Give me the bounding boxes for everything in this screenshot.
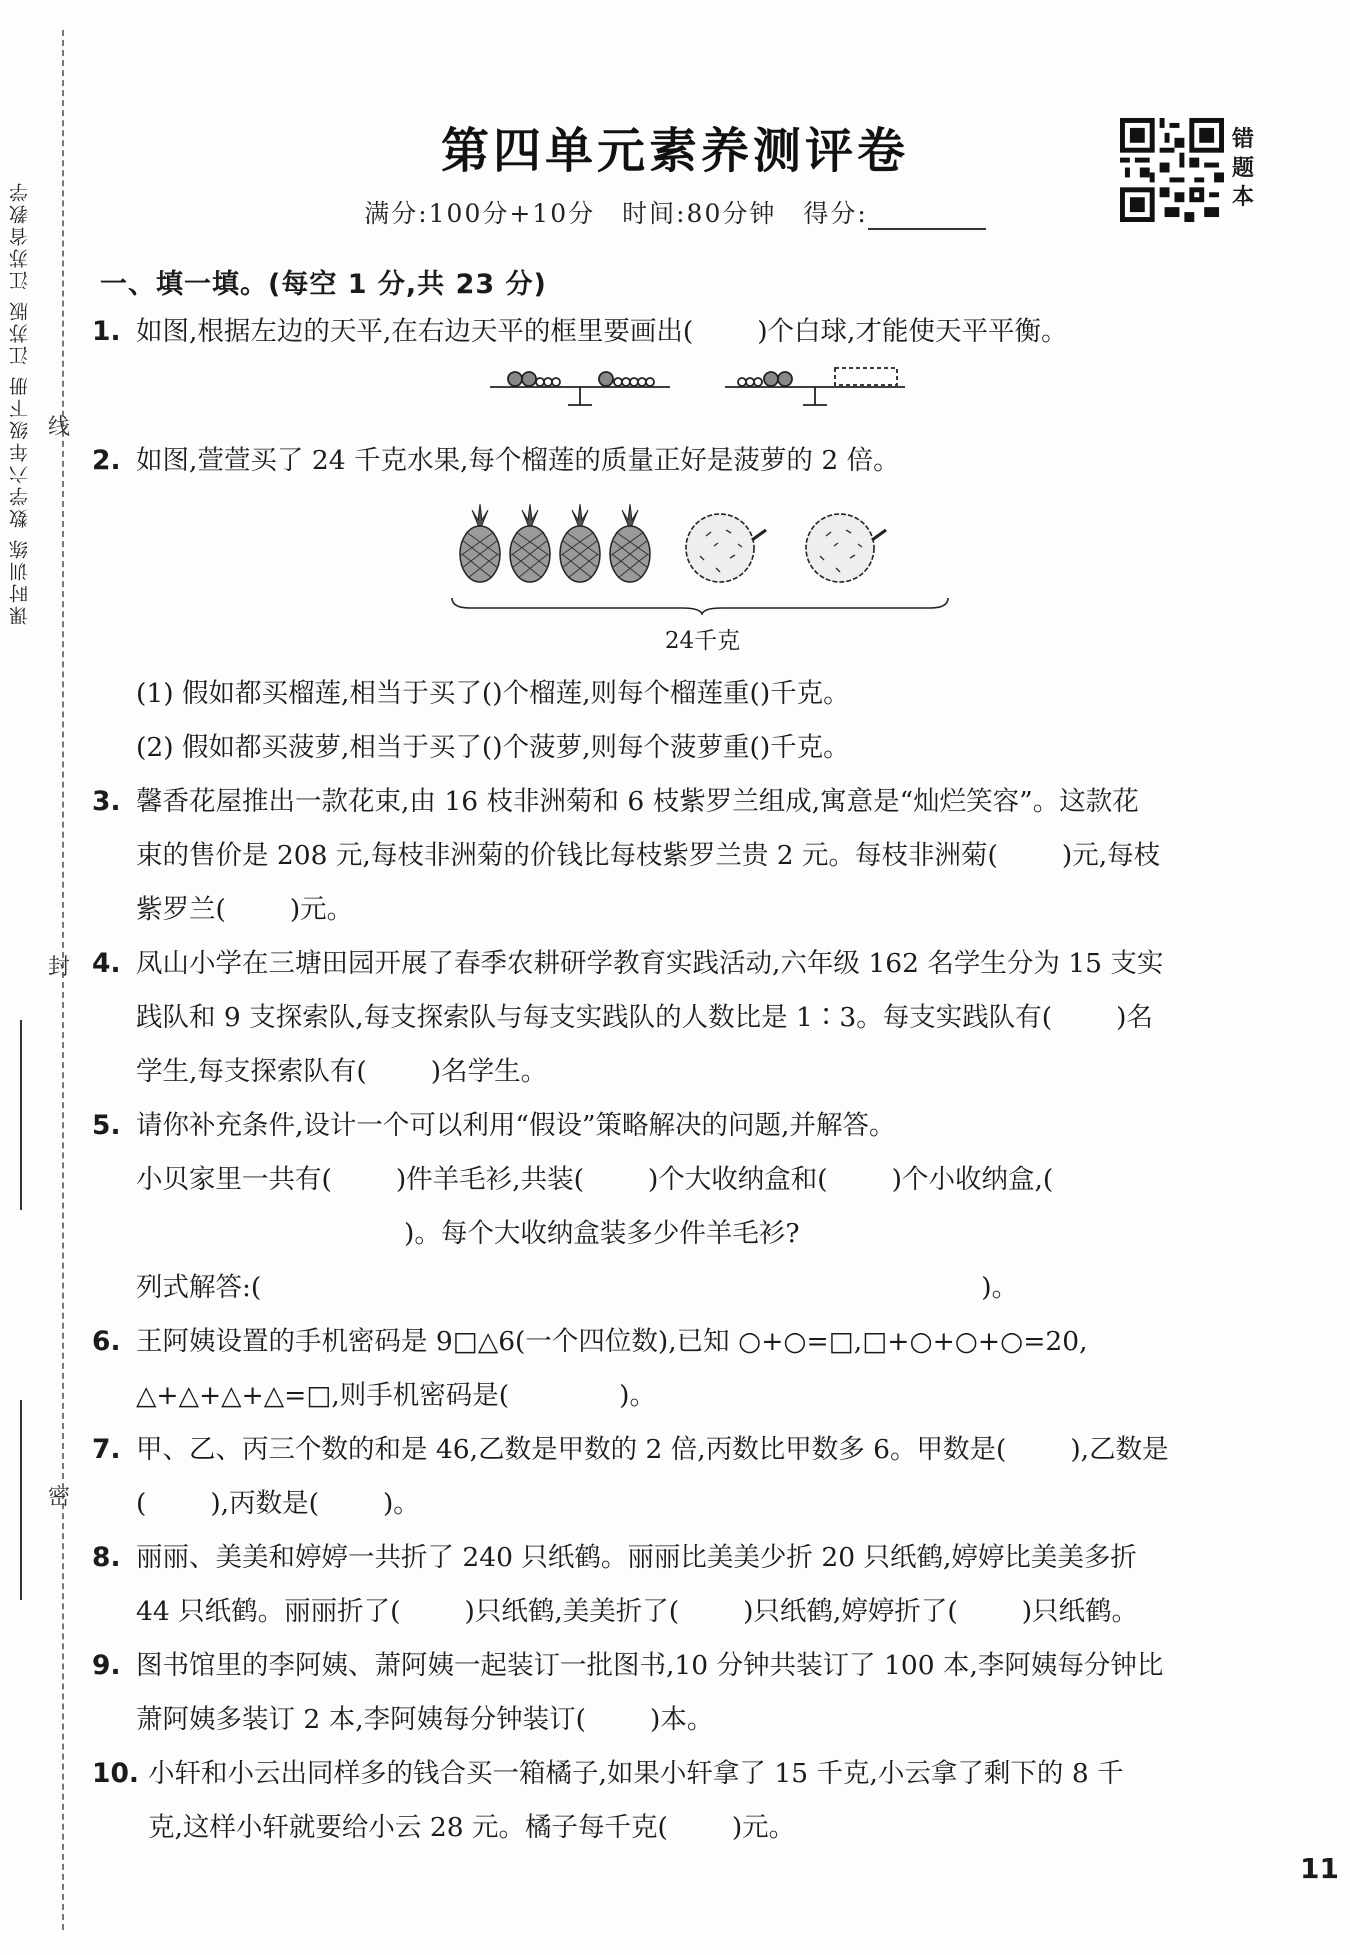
question-3: 3. 馨香花屋推出一款花束,由 16 枝非洲菊和 6 枝紫罗兰组成,寓意是“灿烂笑容”。这款花 束的售价是 208 元,每枝非洲菊的价钱比每枝紫罗兰贵 2 元。每枝非洲菊( )元,每枝 紫罗兰( )元。 xyxy=(92,775,1272,937)
question-number: 10. xyxy=(92,1758,139,1789)
question-2: 2. 如图,萱萱买了 24 千克水果,每个榴莲的质量正好是菠萝的 2 倍。 xyxy=(92,434,1272,488)
side-mark-xian: 线 xyxy=(48,415,71,440)
question-1: 1. 如图,根据左边的天平,在右边天平的框里要画出( )个白球,才能使天平平衡。 xyxy=(92,305,1272,359)
durian-icon xyxy=(686,514,766,582)
question-4: 4. 凤山小学在三塘田园开展了春季农耕研学教育实践活动,六年级 162 名学生分为 15 支实 践队和 9 支探索队,每支探索队与每支实践队的人数比是 1∶3。每支实践队有( )名 学生,每支探索队有( )名学生。 xyxy=(92,937,1272,1099)
question-2-1: (1) 假如都买榴莲,相当于买了()个榴莲,则每个榴莲重()千克。 xyxy=(136,678,850,709)
question-9: 9. 图书馆里的李阿姨、萧阿姨一起装订一批图书,10 分钟共装订了 100 本,李阿姨每分钟比 萧阿姨多装订 2 本,李阿姨每分钟装订( )本。 xyxy=(92,1639,1272,1747)
section-title: 一、填一填。(每空 1 分,共 23 分) xyxy=(100,269,547,300)
exam-info-text: 满分:100分+10分 时间:80分钟 得分: xyxy=(364,199,868,228)
question-number: 7. xyxy=(92,1434,121,1465)
side-book-title: 课时训练 数学六年级下册 江苏版 江苏省教学 xyxy=(9,180,31,626)
side-class-field xyxy=(20,1400,22,1600)
question-2-2: (2) 假如都买菠萝,相当于买了()个菠萝,则每个菠萝重()千克。 xyxy=(136,732,850,763)
question-5: 5. 请你补充条件,设计一个可以利用“假设”策略解决的问题,并解答。 小贝家里一共有( )件羊毛衫,共装( )个大收纳盒和( )个小收纳盒,( )。每个大收纳盒装多少件羊毛衫? 列式解答:( )。 xyxy=(92,1099,1272,1315)
pineapple-icon xyxy=(610,504,650,582)
qr-code-icon[interactable] xyxy=(1120,118,1224,222)
page-title: 第四单元素养测评卷 xyxy=(440,123,909,179)
question-8: 8. 丽丽、美美和婷婷一共折了 240 只纸鹤。丽丽比美美少折 20 只纸鹤,婷婷比美美多折 44 只纸鹤。丽丽折了( )只纸鹤,美美折了( )只纸鹤,婷婷折了( )只纸鹤。 xyxy=(92,1531,1272,1639)
side-name-field xyxy=(20,1020,22,1210)
question-number: 2. xyxy=(92,445,121,476)
question-number: 3. xyxy=(92,786,121,817)
question-number: 6. xyxy=(92,1326,121,1357)
question-10: 10. 小轩和小云出同样多的钱合买一箱橘子,如果小轩拿了 15 千克,小云拿了剩下的 8 千 克,这样小轩就要给小云 28 元。橘子每千克( )元。 xyxy=(92,1747,1272,1855)
question-number: 9. xyxy=(92,1650,121,1681)
qr-label: 错题本 xyxy=(1232,127,1255,210)
question-number: 5. xyxy=(92,1110,121,1141)
question-6: 6. 王阿姨设置的手机密码是 9□△6(一个四位数),已知 ○+○=□,□+○+○+○=20, △+△+△+△=□,则手机密码是( )。 xyxy=(92,1315,1272,1423)
pineapple-icon xyxy=(460,504,500,582)
balance-scales-figure xyxy=(480,365,920,415)
question-number: 4. xyxy=(92,948,121,979)
durian-icon xyxy=(806,514,886,582)
pineapple-icon xyxy=(560,504,600,582)
side-mark-feng: 封 xyxy=(48,955,71,980)
score-blank[interactable] xyxy=(868,228,986,230)
question-7: 7. 甲、乙、丙三个数的和是 46,乙数是甲数的 2 倍,丙数比甲数多 6。甲数是( ),乙数是 ( ),丙数是( )。 xyxy=(92,1423,1272,1531)
fruit-caption: 24千克 xyxy=(664,628,741,654)
question-number: 8. xyxy=(92,1542,121,1573)
side-mark-mi: 密 xyxy=(48,1485,71,1510)
pineapple-icon xyxy=(510,504,550,582)
page-number: 11 xyxy=(1300,1852,1339,1885)
fruit-figure xyxy=(440,495,960,615)
question-number: 1. xyxy=(92,316,121,347)
